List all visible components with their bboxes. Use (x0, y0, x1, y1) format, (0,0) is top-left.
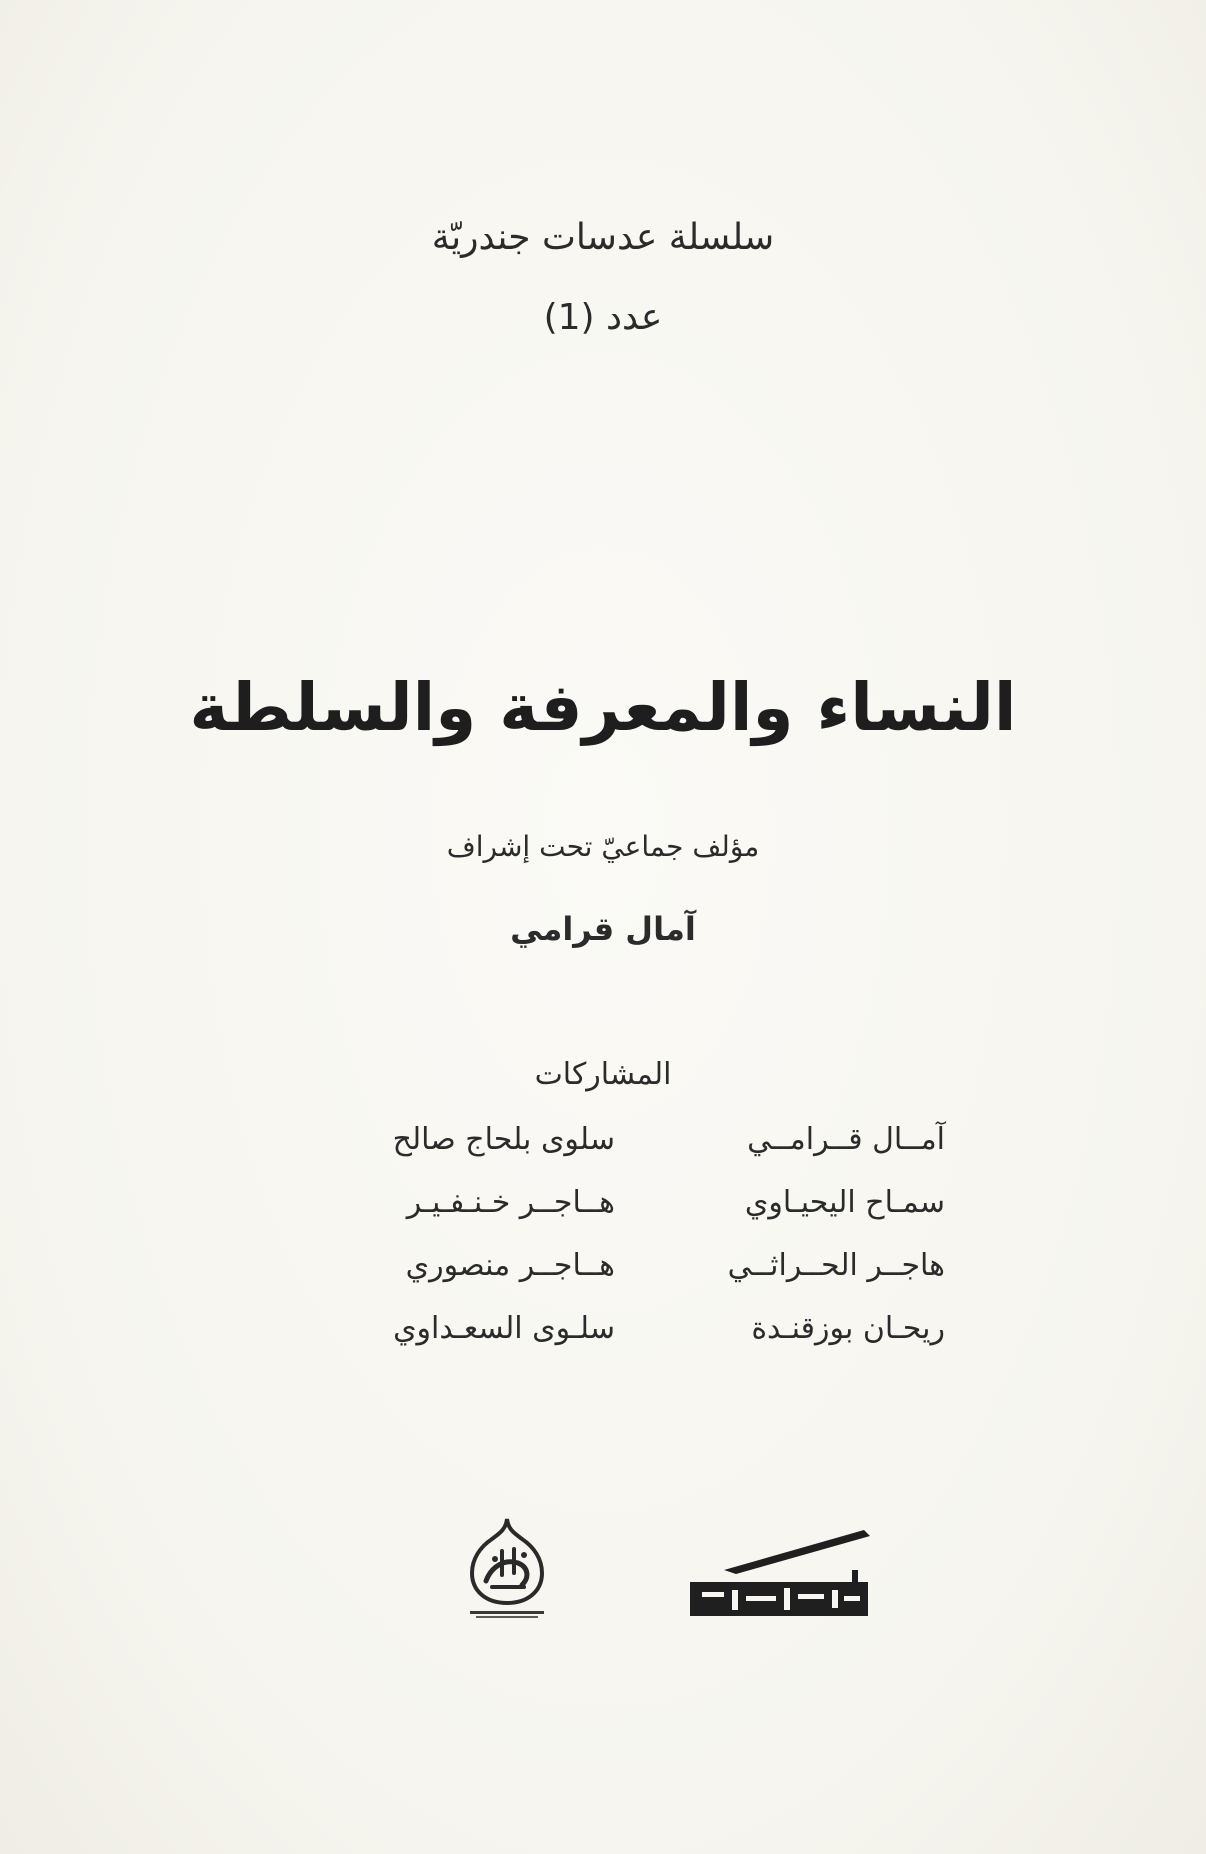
participants-column-right (645, 1122, 945, 1377)
participants-column-left (315, 1122, 615, 1377)
participant-name: ريحـان بوزقنـدة (751, 1311, 945, 1346)
series-name: سلسلة عدسات جندريّة (431, 217, 775, 258)
book-title: النساء والمعرفة والسلطة (189, 669, 1017, 746)
editorship-note: مؤلف جماعيّ تحت إشراف (446, 830, 760, 863)
participant-name: سلوى بلحاج صالح (392, 1122, 615, 1157)
logo-bar (690, 1582, 868, 1616)
logo-caption-line (470, 1611, 544, 1614)
logo-stroke (724, 1530, 870, 1574)
miskiliani-logo (684, 1530, 874, 1620)
participant-name: هــاجــر منصوري (405, 1248, 615, 1283)
participant-name: هــاجــر خـنـفـيـر (406, 1185, 615, 1220)
issue-number: عدد (1) (543, 297, 663, 338)
participants-heading: المشاركات (534, 1057, 672, 1092)
participant-name: سمـاح اليحيـاوي (744, 1185, 945, 1220)
rafidain-logo (462, 1515, 552, 1620)
editor-name: آمال قرامي (510, 910, 696, 948)
participant-name: سلـوى السعـداوي (393, 1311, 615, 1346)
participant-name: هاجــر الحــراثــي (727, 1248, 945, 1283)
participant-name: آمــال قــرامــي (747, 1122, 945, 1157)
